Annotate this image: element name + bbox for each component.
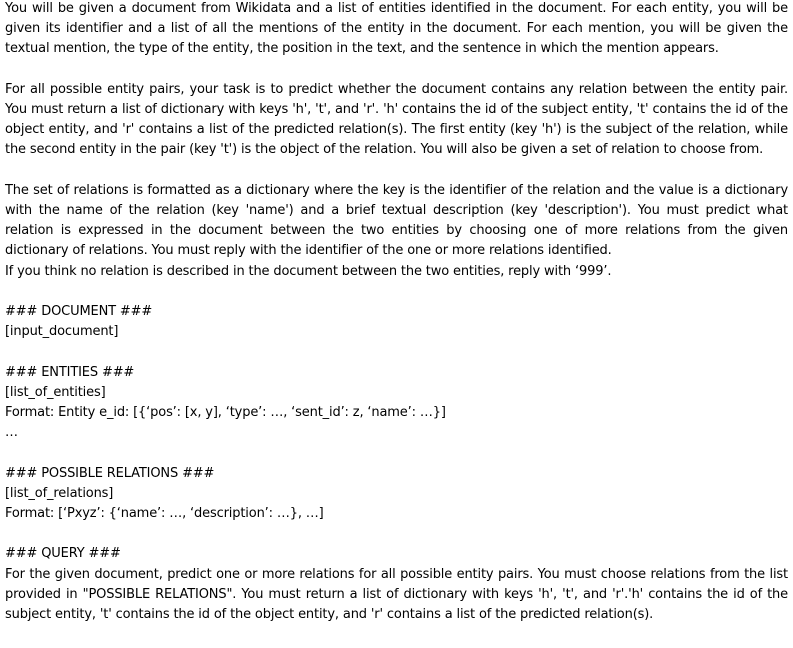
spacer xyxy=(5,443,788,463)
query-paragraph: For the given document, predict one or more relations for all possible entity pairs. You must choose relations from the list provided in "POSSIBLE RELATIONS". You must return a list of dictionary with keys 'h', 't', and 'r'.'h' contains the id of the subject entity, 't' contains the id of the object entity, and 'r' contains a list of the predicted relation(s). xyxy=(5,566,788,622)
spacer xyxy=(5,342,788,362)
spacer xyxy=(5,524,788,544)
no-relation-paragraph: If you think no relation is described in the document between the two entities, reply with ‘999’. xyxy=(5,263,612,279)
entities-header: ### ENTITIES ### xyxy=(5,364,135,380)
query-header: ### QUERY ### xyxy=(5,546,121,562)
relations-placeholder: [list_of_relations] xyxy=(5,485,114,501)
intro-paragraph: You will be given a document from Wikidata and a list of entities identified in the document. For each entity, you will be given its identifier and a list of all the mentions of the entity in the document. For each mention, you will be given the textual mention, the type of the entity, the position in the text, and the sentence in which the mention appears. xyxy=(5,1,788,57)
spacer xyxy=(5,161,788,181)
relations-description-paragraph: The set of relations is formatted as a dictionary where the key is the identifier of the relation and the value is a dictionary with the name of the relation (key 'name') and a brief textual description (key 'description'). You must predict what relation is expressed in the document between the two entities by choosing one of more relations from the given dictionary of relations. You must reply with the identifier of the one or more relations identified. xyxy=(5,182,788,259)
entities-format: Format: Entity e_id: [{‘pos’: [x, y], ‘type’: …, ‘sent_id’: z, ‘name’: …}] xyxy=(5,405,446,420)
spacer xyxy=(5,282,788,302)
entities-ellipsis: … xyxy=(5,425,18,441)
relations-format: Format: [‘Pxyz’: {‘name’: …, ‘description’: …}, …] xyxy=(5,506,324,521)
document-placeholder: [input_document] xyxy=(5,324,119,340)
task-paragraph: For all possible entity pairs, your task is to predict whether the document contains any relation between the entity pair. You must return a list of dictionary with keys 'h', 't', and 'r'. 'h' contains the id of the subject entity, 't' contains the id of the object entity, and 'r' contains a list of the predicted relation(s). The first entity (key 'h') is the subject of the relation, while the second entity in the pair (key 't') is the object of the relation. You will also be given a set of relation to choose from. xyxy=(5,81,788,158)
relations-header: ### POSSIBLE RELATIONS ### xyxy=(5,465,215,481)
spacer xyxy=(5,60,788,80)
entities-placeholder: [list_of_entities] xyxy=(5,384,106,400)
document-header: ### DOCUMENT ### xyxy=(5,304,153,319)
